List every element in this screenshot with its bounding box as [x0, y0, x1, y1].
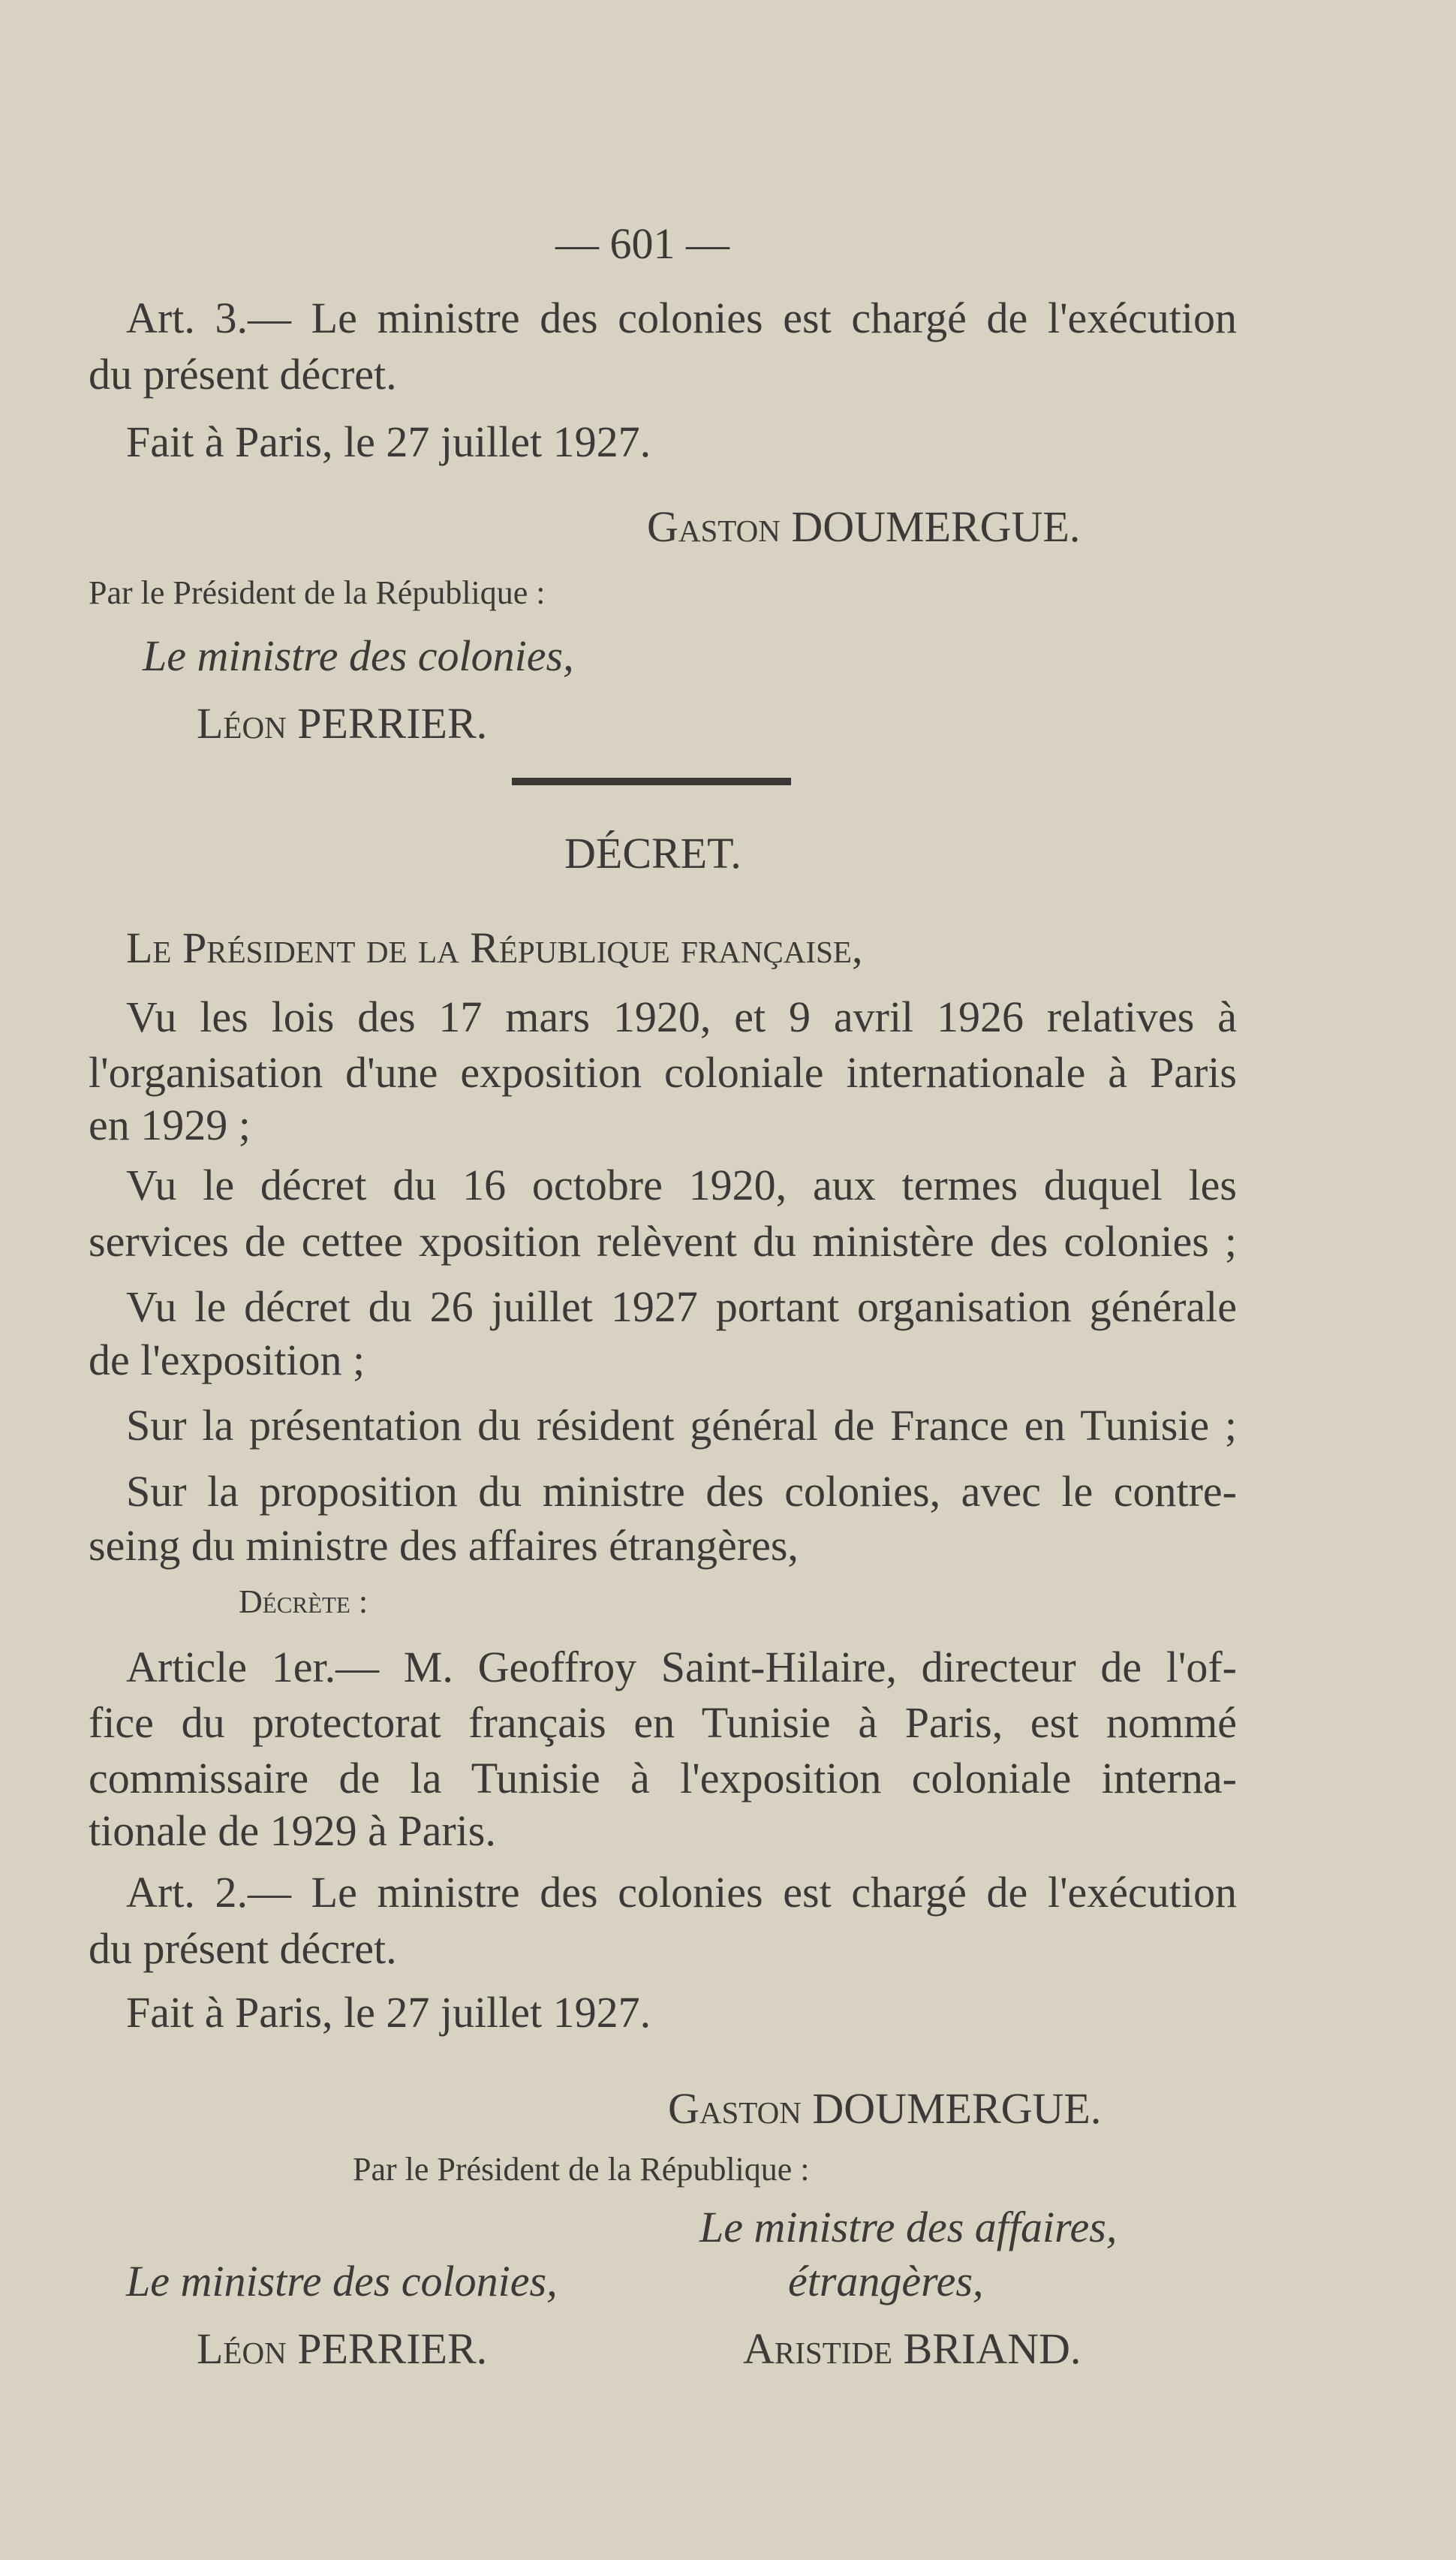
- art1-line3: commissaire de la Tunisie à l'exposition coloniale interna-: [89, 1754, 1237, 1803]
- vu3-line1: Vu le décret du 26 juillet 1927 portant organisation générale: [126, 1282, 1237, 1331]
- decree-title: DÉCRET.: [564, 829, 742, 878]
- decree-par-le-president: Par le Président de la République :: [353, 2151, 810, 2188]
- vu2-line1: Vu le décret du 16 octobre 1920, aux termes duquel les: [126, 1161, 1237, 1209]
- minister-name: Léon PERRIER.: [197, 699, 488, 748]
- vu1-line1: Vu les lois des 17 mars 1920, et 9 avril 1926 relatives à: [126, 992, 1237, 1041]
- decree-fait-line: Fait à Paris, le 27 juillet 1927.: [126, 1988, 651, 2037]
- art1-line4: tionale de 1929 à Paris.: [89, 1806, 496, 1855]
- president-line: Le Président de la République française,: [126, 923, 863, 972]
- signatory: Gaston DOUMERGUE.: [647, 502, 1081, 551]
- art1-line2: fice du protectorat français en Tunisie à Paris, est nommé: [89, 1698, 1237, 1747]
- colonies-name: Léon PERRIER.: [197, 2324, 488, 2373]
- sur2-line1: Sur la proposition du ministre des colonies, avec le contre-: [126, 1467, 1237, 1516]
- art3-line1: Art. 3.— Le ministre des colonies est chargé de l'exécution: [126, 294, 1237, 342]
- vu1-line3: en 1929 ;: [89, 1101, 251, 1149]
- decree-signatory: Gaston DOUMERGUE.: [668, 2084, 1102, 2133]
- page-number: — 601 —: [555, 219, 730, 268]
- par-le-president: Par le Président de la République :: [89, 574, 546, 611]
- vu3-line2: de l'exposition ;: [89, 1336, 366, 1384]
- sur1-line: Sur la présentation du résident général de France en Tunisie ;: [126, 1401, 1237, 1450]
- affaires-title-line2: étrangères,: [788, 2257, 984, 2306]
- decrete-heading: Décrète :: [239, 1583, 369, 1620]
- vu2-line2: services de cettee xposition relèvent du ministère des colonies ;: [89, 1217, 1237, 1266]
- affaires-title-line1: Le ministre des affaires,: [699, 2203, 1118, 2251]
- art1-line1: Article 1er.— M. Geoffroy Saint-Hilaire, directeur de l'of-: [126, 1643, 1237, 1691]
- art2-line1: Art. 2.— Le ministre des colonies est chargé de l'exécution: [126, 1868, 1237, 1917]
- minister-title: Le ministre des colonies,: [143, 631, 574, 680]
- vu1-line2: l'organisation d'une exposition coloniale internationale à Paris: [89, 1048, 1237, 1097]
- art3-line2: du présent décret.: [89, 350, 397, 399]
- sur2-line2: seing du ministre des affaires étrangères,: [89, 1521, 799, 1570]
- affaires-name: Aristide BRIAND.: [743, 2324, 1081, 2373]
- fait-line: Fait à Paris, le 27 juillet 1927.: [126, 417, 651, 466]
- section-divider: [512, 778, 791, 785]
- art2-line2: du présent décret.: [89, 1924, 397, 1973]
- colonies-title: Le ministre des colonies,: [126, 2257, 558, 2306]
